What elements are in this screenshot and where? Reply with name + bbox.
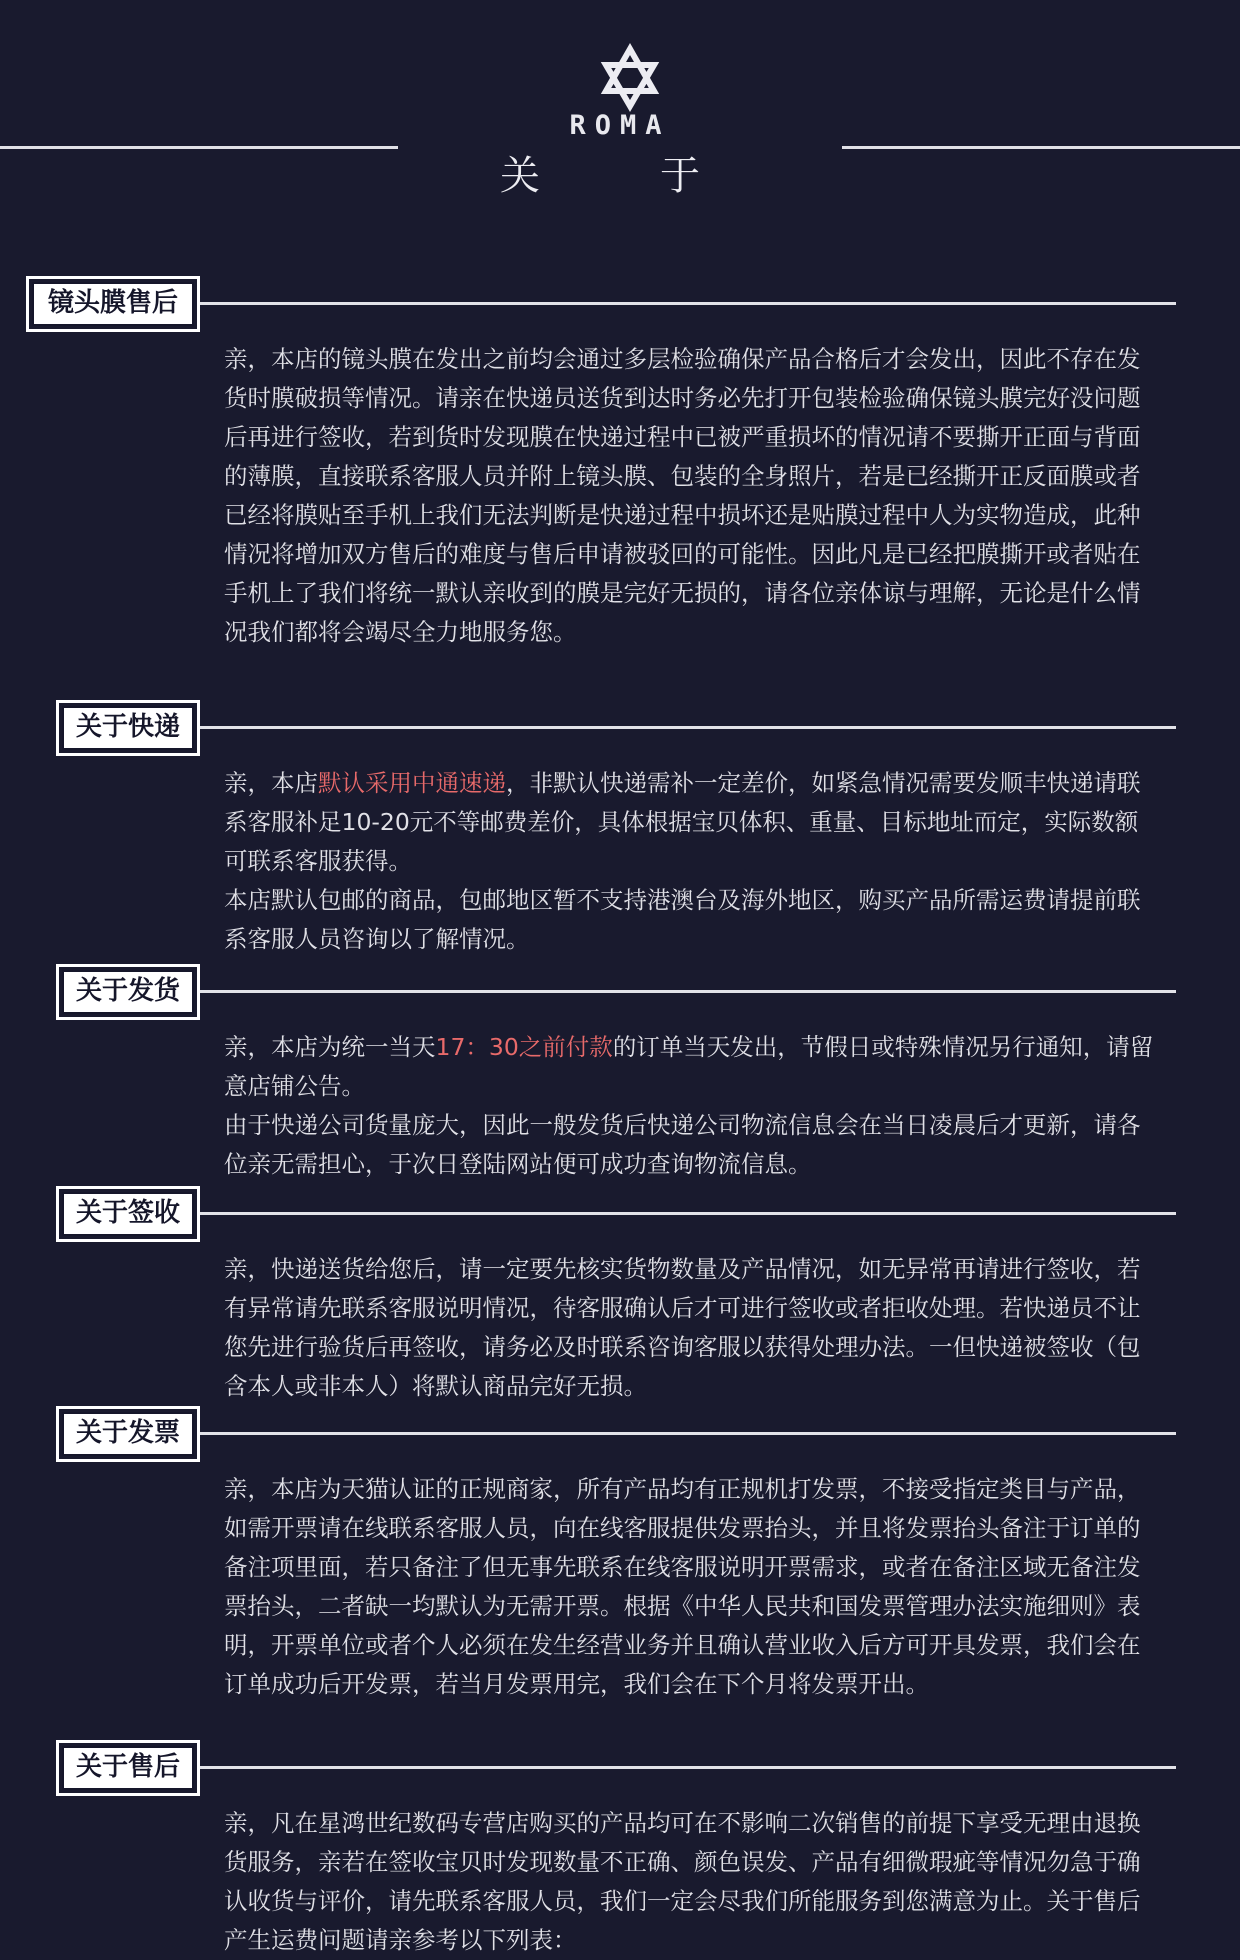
section-delivery: [0, 970, 1240, 1178]
section-paragraph: 亲，凡在星鸿世纪数码专营店购买的产品均可在不影响二次销售的前提下享受无理由退换货服务，亲若在签收宝贝时发现数量不正确、颜色误发、产品有细微瑕疵等情况勿急于确认收货与评价，请先联系客服人员，我们一定会尽我们所能服务到您满意为止。关于售后产生运费问题请亲参考以下列表：: [224, 1809, 1141, 1954]
section-body: [224, 1028, 1162, 1184]
highlight-text: 默认采用中通速递: [318, 769, 506, 797]
section-body: [224, 1250, 1144, 1406]
section-rule: [200, 1212, 1176, 1215]
section-body: [224, 764, 1144, 959]
section-rule: [200, 1432, 1176, 1435]
highlight-text: 17：30之前付款: [435, 1033, 613, 1061]
page-title: 关 于: [500, 153, 740, 199]
section-after-sales: [0, 1746, 1240, 1954]
section-rule: [200, 1766, 1176, 1769]
section-tag: 关于签收: [62, 1192, 194, 1236]
section-body: [224, 340, 1144, 652]
section-paragraph: 亲，本店默认采用中通速递，非默认快递需补一定差价，如紧急情况需要发顺丰快递请联系客服补足10-20元不等邮费差价，具体根据宝贝体积、重量、目标地址而定，实际数额可联系客服获得。: [224, 769, 1141, 875]
section-lens-film: [0, 282, 1240, 682]
section-tag: 镜头膜售后: [32, 282, 194, 326]
brand-name: ROMA: [569, 110, 671, 141]
section-paragraph: 亲，本店为统一当天17：30之前付款的订单当天发出，节假日或特殊情况另行通知，请留意店铺公告。: [224, 1033, 1154, 1100]
section-receipt: [0, 1192, 1240, 1400]
section-rule: [200, 990, 1176, 993]
section-body: [224, 1470, 1144, 1704]
section-rule: [200, 302, 1176, 305]
section-tag: 关于售后: [62, 1746, 194, 1790]
section-tag: 关于快递: [62, 706, 194, 750]
section-paragraph: 亲，本店的镜头膜在发出之前均会通过多层检验确保产品合格后才会发出，因此不存在发货时膜破损等情况。请亲在快递员送货到达时务必先打开包装检验确保镜头膜完好没问题后再进行签收，若到货时发现膜在快递过程中已被严重损坏的情况请不要撕开正面与背面的薄膜，直接联系客服人员并附上镜头膜、包装的全身照片，若是已经撕开正反面膜或者已经将膜贴至手机上我们无法判断是快递过程中损坏还是贴膜过程中人为实物造成，此种情况将增加双方售后的难度与售后申请被驳回的可能性。因此凡是已经把膜撕开或者贴在手机上了我们将统一默认亲收到的膜是完好无损的，请各位亲体谅与理解，无论是什么情况我们都将会竭尽全力地服务您。: [224, 345, 1141, 646]
section-tag: 关于发货: [62, 970, 194, 1014]
section-invoice: [0, 1412, 1240, 1732]
section-paragraph: 亲，快递送货给您后，请一定要先核实货物数量及产品情况，如无异常再请进行签收，若有异常请先联系客服说明情况，待客服确认后才可进行签收或者拒收处理。若快递员不让您先进行验货后再签收，请务必及时联系咨询客服以获得处理办法。一但快递被签收（包含本人或非本人）将默认商品完好无损。: [224, 1255, 1141, 1400]
roma-logo-icon: [596, 44, 664, 112]
page-header: [0, 0, 1240, 220]
section-rule: [200, 726, 1176, 729]
section-shipping-courier: [0, 706, 1240, 953]
section-paragraph: 本店默认包邮的商品，包邮地区暂不支持港澳台及海外地区，购买产品所需运费请提前联系客服人员咨询以了解情况。: [224, 886, 1141, 953]
section-tag: 关于发票: [62, 1412, 194, 1456]
section-paragraph: 由于快递公司货量庞大，因此一般发货后快递公司物流信息会在当日凌晨后才更新，请各位亲无需担心，于次日登陆网站便可成功查询物流信息。: [224, 1111, 1141, 1178]
section-paragraph: 亲，本店为天猫认证的正规商家，所有产品均有正规机打发票，不接受指定类目与产品，如需开票请在线联系客服人员，向在线客服提供发票抬头，并且将发票抬头备注于订单的备注项里面，若只备注了但无事先联系在线客服说明开票需求，或者在备注区域无备注发票抬头，二者缺一均默认为无需开票。根据《中华人民共和国发票管理办法实施细则》表明，开票单位或者个人必须在发生经营业务并且确认营业收入后方可开具发票，我们会在订单成功后开发票，若当月发票用完，我们会在下个月将发票开出。: [224, 1475, 1141, 1698]
section-body: [224, 1804, 1144, 1960]
